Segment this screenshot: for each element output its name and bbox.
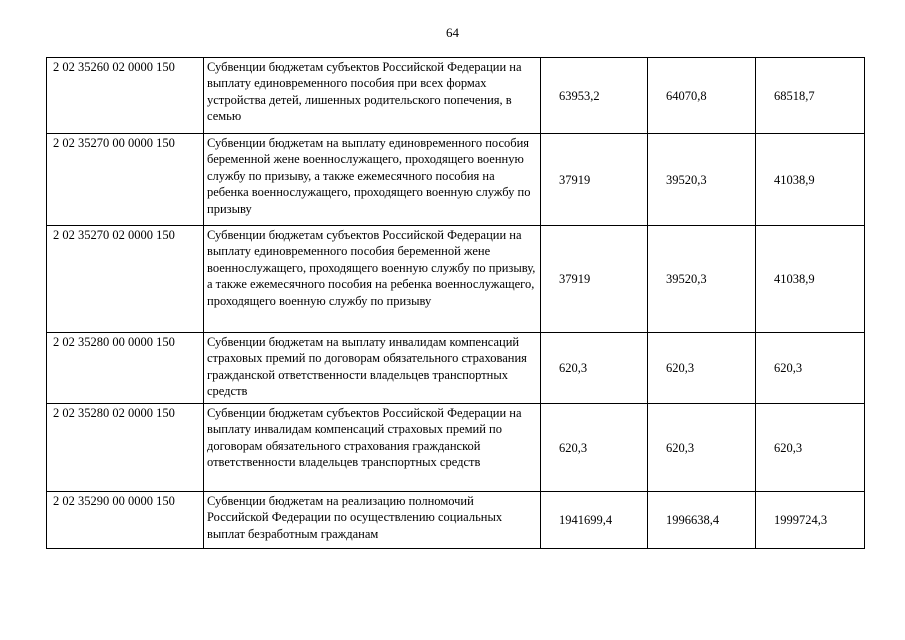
amount-year-3: 41038,9 [756,226,865,333]
budget-code: 2 02 35280 02 0000 150 [47,404,204,492]
income-description: Субвенции бюджетам на выплату инвалидам компенсаций страховых премий по договорам обязательного страхования гражданской ответственности владельцев транспортных средств [204,333,541,404]
amount-year-1: 620,3 [541,404,648,492]
budget-code: 2 02 35280 00 0000 150 [47,333,204,404]
amount-year-1: 620,3 [541,333,648,404]
amount-year-3: 1999724,3 [756,492,865,549]
table-row [47,58,865,134]
amount-year-2: 39520,3 [648,226,756,333]
table-row [47,134,865,226]
budget-table [46,57,865,549]
table-row [47,404,865,492]
amount-year-2: 620,3 [648,333,756,404]
income-description: Субвенции бюджетам субъектов Российской Федерации на выплату единовременного пособия беременной жене военнослужащего, проходящего военную службу по призыву, а также ежемесячного пособия на ребенка военнослужащего, проходящего военную службу по призыву [204,226,541,333]
table-row [47,333,865,404]
budget-code: 2 02 35270 02 0000 150 [47,226,204,333]
amount-year-1: 1941699,4 [541,492,648,549]
amount-year-1: 63953,2 [541,58,648,134]
page-number: 64 [446,25,459,40]
income-description: Субвенции бюджетам на реализацию полномочий Российской Федерации по осуществлению социальных выплат безработным гражданам [204,492,541,549]
amount-year-2: 620,3 [648,404,756,492]
amount-year-2: 39520,3 [648,134,756,226]
income-description: Субвенции бюджетам субъектов Российской Федерации на выплату инвалидам компенсаций страховых премий по договорам обязательного страхования гражданской ответственности владельцев транспортных средств [204,404,541,492]
amount-year-3: 620,3 [756,404,865,492]
income-description: Субвенции бюджетам субъектов Российской Федерации на выплату единовременного пособия при всех формах устройства детей, лишенных родительского попечения, в семью [204,58,541,134]
amount-year-3: 41038,9 [756,134,865,226]
income-description: Субвенции бюджетам на выплату единовременного пособия беременной жене военнослужащего, проходящего военную службу по призыву, а также ежемесячного пособия на ребенка военнослужащего, проходящего военную службу по призыву [204,134,541,226]
amount-year-2: 1996638,4 [648,492,756,549]
amount-year-1: 37919 [541,226,648,333]
amount-year-3: 620,3 [756,333,865,404]
amount-year-2: 64070,8 [648,58,756,134]
budget-code: 2 02 35270 00 0000 150 [47,134,204,226]
budget-code: 2 02 35290 00 0000 150 [47,492,204,549]
amount-year-1: 37919 [541,134,648,226]
table-row [47,226,865,333]
budget-code: 2 02 35260 02 0000 150 [47,58,204,134]
amount-year-3: 68518,7 [756,58,865,134]
table-row [47,492,865,549]
